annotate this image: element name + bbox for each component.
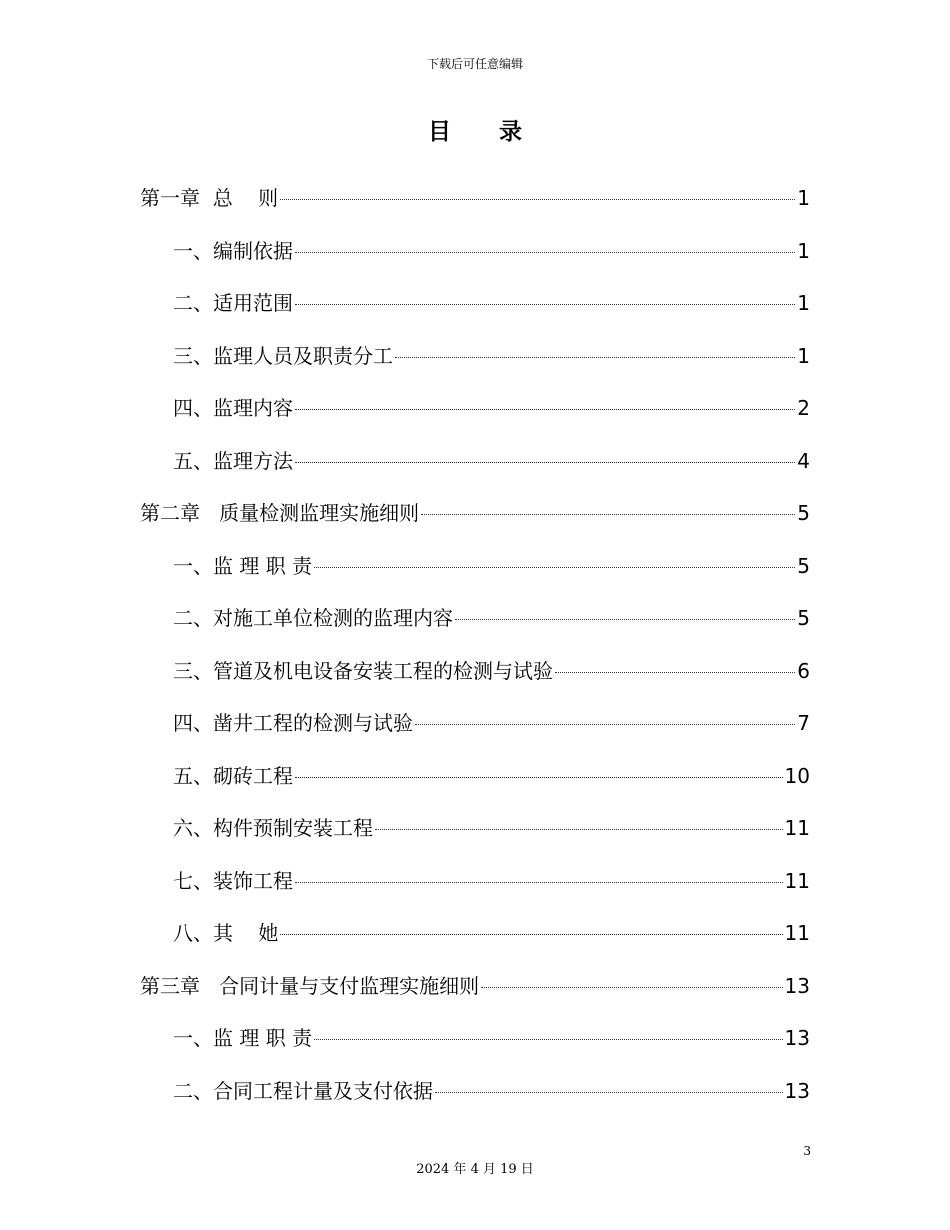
toc-entry-page: 4 bbox=[797, 448, 810, 473]
toc-entry-label: 一、监 理 职 责 bbox=[173, 553, 313, 578]
toc-entry-page: 13 bbox=[784, 973, 810, 998]
title-char-1: 目 bbox=[428, 119, 451, 145]
toc-dot-leader bbox=[375, 829, 783, 830]
toc-chapter-entry[interactable] bbox=[140, 495, 810, 548]
toc-dot-leader bbox=[280, 199, 795, 200]
toc-dot-leader bbox=[295, 777, 783, 778]
toc-entry-label: 八、其 她 bbox=[173, 921, 279, 945]
toc-chapter-entry[interactable] bbox=[140, 968, 810, 1021]
toc-entry-label: 七、装饰工程 bbox=[173, 868, 293, 893]
toc-entry-label: 六、构件预制安装工程 bbox=[173, 816, 373, 840]
toc-entry-page: 5 bbox=[797, 606, 810, 630]
toc-entry-label: 五、砌砖工程 bbox=[173, 763, 293, 788]
toc-entry-label: 第二章 质量检测监理实施细则 bbox=[140, 501, 420, 525]
toc-entry-page: 13 bbox=[784, 1078, 810, 1103]
toc-entry-label: 一、监 理 职 责 bbox=[173, 1026, 313, 1050]
page-number: 3 bbox=[803, 1144, 811, 1158]
toc-dot-leader bbox=[395, 357, 795, 358]
toc-dot-leader bbox=[280, 934, 782, 935]
toc-entry-page: 11 bbox=[784, 816, 810, 840]
toc-entry-page: 2 bbox=[797, 396, 810, 420]
toc-entry-label: 二、合同工程计量及支付依据 bbox=[173, 1078, 433, 1103]
toc-entry-page: 11 bbox=[784, 868, 810, 893]
toc-entry-label: 三、管道及机电设备安装工程的检测与试验 bbox=[173, 658, 553, 683]
toc-entry-label: 二、适用范围 bbox=[173, 291, 293, 315]
toc-section-entry[interactable] bbox=[140, 600, 810, 653]
toc-section-entry[interactable] bbox=[140, 390, 810, 443]
toc-entry-page: 5 bbox=[797, 501, 810, 525]
toc-section-entry[interactable] bbox=[140, 1020, 810, 1073]
toc-dot-leader bbox=[314, 567, 795, 568]
toc-dot-leader bbox=[415, 724, 795, 725]
toc-dot-leader bbox=[555, 672, 795, 673]
page-title bbox=[0, 113, 950, 146]
toc-dot-leader bbox=[481, 987, 782, 988]
toc-dot-leader bbox=[295, 252, 795, 253]
toc-entry-page: 1 bbox=[797, 343, 810, 368]
toc-entry-label: 四、凿井工程的检测与试验 bbox=[173, 711, 413, 735]
toc-entry-label: 一、编制依据 bbox=[173, 238, 293, 263]
header-note: 下载后可任意编辑 bbox=[426, 57, 523, 71]
toc-entry-page: 1 bbox=[797, 291, 810, 315]
footer-date: 2024 年 4 月 19 日 bbox=[416, 1162, 534, 1177]
toc-entry-page: 1 bbox=[797, 186, 810, 210]
toc-section-entry[interactable] bbox=[140, 548, 810, 601]
toc-entry-label: 五、监理方法 bbox=[173, 448, 293, 473]
toc-entry-page: 1 bbox=[797, 238, 810, 263]
toc-entry-label: 第一章 总 则 bbox=[140, 186, 279, 210]
toc-entry-label: 三、监理人员及职责分工 bbox=[173, 343, 393, 368]
toc-section-entry[interactable] bbox=[140, 338, 810, 391]
toc-chapter-entry[interactable] bbox=[140, 180, 810, 233]
toc-dot-leader bbox=[314, 1039, 782, 1040]
table-of-contents bbox=[140, 180, 810, 1125]
toc-entry-label: 第三章 合同计量与支付监理实施细则 bbox=[140, 973, 480, 998]
toc-dot-leader bbox=[295, 882, 783, 883]
toc-section-entry[interactable] bbox=[140, 285, 810, 338]
toc-entry-label: 四、监理内容 bbox=[173, 396, 293, 420]
toc-entry-label: 二、对施工单位检测的监理内容 bbox=[173, 606, 453, 630]
toc-entry-page: 13 bbox=[784, 1026, 810, 1050]
toc-dot-leader bbox=[421, 514, 795, 515]
toc-dot-leader bbox=[295, 409, 795, 410]
toc-entry-page: 11 bbox=[784, 921, 810, 945]
toc-dot-leader bbox=[435, 1092, 783, 1093]
toc-section-entry[interactable] bbox=[140, 863, 810, 916]
toc-section-entry[interactable] bbox=[140, 758, 810, 811]
toc-section-entry[interactable] bbox=[140, 810, 810, 863]
title-char-2: 录 bbox=[499, 119, 522, 145]
toc-section-entry[interactable] bbox=[140, 233, 810, 286]
toc-section-entry[interactable] bbox=[140, 705, 810, 758]
toc-dot-leader bbox=[295, 304, 795, 305]
toc-entry-page: 6 bbox=[797, 658, 810, 683]
toc-entry-page: 10 bbox=[784, 763, 810, 788]
toc-dot-leader bbox=[295, 462, 795, 463]
toc-entry-page: 7 bbox=[797, 711, 810, 735]
toc-dot-leader bbox=[455, 619, 795, 620]
toc-entry-page: 5 bbox=[797, 553, 810, 578]
toc-section-entry[interactable] bbox=[140, 1073, 810, 1126]
toc-section-entry[interactable] bbox=[140, 653, 810, 706]
toc-section-entry[interactable] bbox=[140, 443, 810, 496]
toc-section-entry[interactable] bbox=[140, 915, 810, 968]
